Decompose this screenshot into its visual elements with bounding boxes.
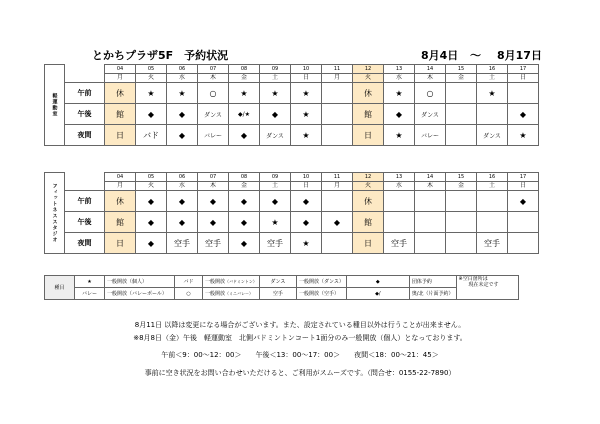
weekday-row (45, 182, 539, 191)
slot-row (45, 125, 539, 146)
schedule-cell: ★ (291, 83, 322, 104)
date-cell: 09 (260, 65, 291, 74)
schedule-cell: ◆ (508, 104, 539, 125)
weekday-cell: 金 (229, 182, 260, 191)
legend-symbol: ダンス (259, 276, 296, 288)
schedule-cell: ◆ (229, 191, 260, 212)
schedule-cell (322, 233, 353, 254)
schedule-cell: ★ (260, 83, 291, 104)
schedule-cell: ◆ (198, 212, 229, 233)
slot-row (45, 212, 539, 233)
schedule-cell (384, 191, 415, 212)
date-cell: 12 (353, 173, 384, 182)
date-cell: 17 (508, 173, 539, 182)
schedule-cell: ★ (229, 83, 260, 104)
date-cell: 08 (229, 173, 260, 182)
schedule-cell: ◆ (167, 191, 198, 212)
schedule-cell (446, 83, 477, 104)
schedule-cell: ダンス (415, 104, 446, 125)
date-tilde: ～ (470, 49, 481, 62)
schedule-cell: 空手 (260, 233, 291, 254)
weekday-cell: 木 (198, 74, 229, 83)
schedule-cell (446, 233, 477, 254)
slot-row (45, 83, 539, 104)
date-cell: 10 (291, 65, 322, 74)
schedule-cell: 空手 (167, 233, 198, 254)
weekday-cell: 日 (508, 74, 539, 83)
date-end: 8月17日 (497, 49, 542, 62)
schedule-table-light-gym (44, 64, 539, 146)
schedule-cell: ★ (508, 125, 539, 146)
date-cell: 05 (136, 65, 167, 74)
legend-symbol: ◆/ (346, 288, 409, 300)
weekday-cell: 火 (353, 182, 384, 191)
date-cell: 13 (384, 65, 415, 74)
legend-desc: 団体予約 (409, 276, 456, 288)
schedule-cell: 日 (353, 125, 384, 146)
schedule-cell (508, 212, 539, 233)
weekday-cell: 月 (322, 182, 353, 191)
page-title: とかちプラザ5F 予約状況 (92, 49, 229, 62)
schedule-cell: ★ (291, 104, 322, 125)
slot-row (45, 233, 539, 254)
legend-symbol: ○ (175, 288, 203, 300)
schedule-cell (322, 191, 353, 212)
legend-desc-main: 一般開放 (205, 291, 226, 297)
schedule-cell: ◆ (508, 191, 539, 212)
facility-name: フィットネススタジオ (45, 173, 65, 254)
date-cell: 14 (415, 173, 446, 182)
date-cell: 13 (384, 173, 415, 182)
date-row (45, 65, 539, 74)
legend-desc (203, 288, 260, 300)
schedule-cell: ★ (136, 83, 167, 104)
date-start: 8月4日 (421, 49, 459, 62)
date-cell: 11 (322, 65, 353, 74)
date-cell: 04 (105, 173, 136, 182)
weekday-cell: 金 (446, 74, 477, 83)
schedule-cell (415, 233, 446, 254)
schedule-cell (446, 104, 477, 125)
date-cell: 05 (136, 173, 167, 182)
weekday-cell: 月 (105, 182, 136, 191)
schedule-cell: バド (136, 125, 167, 146)
weekday-cell: 木 (415, 182, 446, 191)
weekday-cell: 水 (167, 182, 198, 191)
date-cell: 11 (322, 173, 353, 182)
weekday-cell: 日 (508, 182, 539, 191)
weekday-cell: 火 (136, 74, 167, 83)
date-cell: 06 (167, 65, 198, 74)
legend-desc-sub: （ミニバレー） (225, 291, 254, 296)
schedule-cell: ◆ (167, 104, 198, 125)
schedule-table-fitness-studio (44, 172, 539, 254)
schedule-cell: ◆ (322, 212, 353, 233)
schedule-cell: ◆ (136, 233, 167, 254)
date-cell: 10 (291, 173, 322, 182)
date-cell: 15 (446, 65, 477, 74)
date-cell: 15 (446, 173, 477, 182)
schedule-cell: ◆ (136, 191, 167, 212)
legend-desc: 奥/北（片面予約） (409, 288, 456, 300)
weekday-cell: 火 (353, 74, 384, 83)
schedule-cell: 館 (105, 212, 136, 233)
notice-line: 8月11日 以降は変更になる場合がございます。また、設定されている種目以外は行うことが出来ません。 (134, 321, 466, 329)
weekday-cell: 木 (415, 74, 446, 83)
slot-label: 夜間 (65, 125, 105, 146)
schedule-cell: 空手 (477, 233, 508, 254)
legend-symbol: 空手 (259, 288, 296, 300)
slot-label: 夜間 (65, 233, 105, 254)
weekday-cell: 水 (384, 182, 415, 191)
date-cell: 12 (353, 65, 384, 74)
schedule-cell: ◆ (136, 104, 167, 125)
weekday-row (45, 74, 539, 83)
weekday-cell: 水 (384, 74, 415, 83)
schedule-cell: ★ (384, 125, 415, 146)
legend-desc-main: 一般開放 (205, 279, 226, 285)
legend-symbol: バレー (75, 288, 105, 300)
legend-symbol: ◆ (346, 276, 409, 288)
date-cell: 17 (508, 65, 539, 74)
date-cell: 14 (415, 65, 446, 74)
schedule-cell: ★ (260, 212, 291, 233)
schedule-cell: ◆/★ (229, 104, 260, 125)
date-cell: 04 (105, 65, 136, 74)
weekday-cell: 水 (167, 74, 198, 83)
schedule-cell (446, 212, 477, 233)
schedule-cell (508, 233, 539, 254)
schedule-cell: ◆ (229, 233, 260, 254)
schedule-cell: ◆ (167, 125, 198, 146)
schedule-cell: ◆ (229, 125, 260, 146)
weekday-cell: 土 (260, 74, 291, 83)
schedule-cell (477, 104, 508, 125)
schedule-cell (446, 191, 477, 212)
weekday-cell: 土 (477, 182, 508, 191)
header-spacer (65, 173, 105, 191)
slot-label: 午前 (65, 191, 105, 212)
legend-desc: 一般開放（空手） (296, 288, 346, 300)
legend-desc: 一般開放（ダンス） (296, 276, 346, 288)
schedule-cell: ★ (384, 83, 415, 104)
schedule-cell: ◆ (291, 191, 322, 212)
schedule-cell: ダンス (198, 104, 229, 125)
schedule-cell (477, 212, 508, 233)
schedule-cell (415, 212, 446, 233)
date-cell: 09 (260, 173, 291, 182)
legend-note-line: ※空白箇所は (458, 276, 488, 282)
schedule-cell: 休 (105, 83, 136, 104)
schedule-cell: ◆ (260, 104, 291, 125)
schedule-cell: ダンス (260, 125, 291, 146)
schedule-cell (322, 125, 353, 146)
date-cell: 06 (167, 173, 198, 182)
schedule-cell: ★ (291, 233, 322, 254)
slot-row (45, 104, 539, 125)
weekday-cell: 金 (446, 182, 477, 191)
date-cell: 08 (229, 65, 260, 74)
contact-line: 事前に空き状況をお問い合わせいただけると、ご利用がスムーズです。（問合せ：0155-22-7890） (144, 369, 456, 377)
schedule-cell (322, 83, 353, 104)
legend-symbol: バド (175, 276, 203, 288)
legend-header: 種目 (45, 276, 75, 300)
weekday-cell: 土 (260, 182, 291, 191)
schedule-cell: 日 (105, 233, 136, 254)
schedule-cell: ○ (415, 83, 446, 104)
slot-label: 午後 (65, 104, 105, 125)
hours-line: 午前＜9：00～12：00＞ 午後＜13：00～17：00＞ 夜間＜18：00～21：45＞ (161, 351, 439, 359)
schedule-cell: ★ (477, 83, 508, 104)
schedule-cell: ◆ (260, 191, 291, 212)
weekday-cell: 日 (291, 182, 322, 191)
weekday-cell: 火 (136, 182, 167, 191)
legend-desc-sub: （バドミントン） (225, 279, 257, 284)
weekday-cell: 月 (322, 74, 353, 83)
schedule-cell: 休 (353, 191, 384, 212)
schedule-cell: ダンス (477, 125, 508, 146)
legend-desc: 一般開放（個人） (105, 276, 175, 288)
schedule-cell: 休 (105, 191, 136, 212)
slot-label: 午前 (65, 83, 105, 104)
schedule-cell (415, 191, 446, 212)
schedule-cell (322, 104, 353, 125)
schedule-cell: 日 (353, 233, 384, 254)
date-cell: 16 (477, 173, 508, 182)
schedule-cell: ◆ (291, 212, 322, 233)
schedule-cell: ★ (291, 125, 322, 146)
weekday-cell: 木 (198, 182, 229, 191)
slot-label: 午後 (65, 212, 105, 233)
notice-line: ※8月8日（金）午後 軽運動室 北側バドミントンコート1面分のみ一般開放（個人）となっております。 (133, 334, 467, 342)
schedule-cell: ◆ (229, 212, 260, 233)
schedule-cell: ◆ (167, 212, 198, 233)
schedule-cell: バレー (415, 125, 446, 146)
schedule-cell (384, 212, 415, 233)
schedule-cell: ○ (198, 83, 229, 104)
schedule-cell (446, 125, 477, 146)
schedule-cell: ★ (167, 83, 198, 104)
schedule-cell: 休 (353, 83, 384, 104)
date-cell: 16 (477, 65, 508, 74)
slot-row (45, 191, 539, 212)
weekday-cell: 土 (477, 74, 508, 83)
weekday-cell: 金 (229, 74, 260, 83)
legend-table (44, 275, 574, 300)
schedule-cell: 館 (105, 104, 136, 125)
legend-note (456, 276, 518, 300)
legend-desc (203, 276, 260, 288)
facility-name: 軽運動室 (45, 65, 65, 146)
schedule-cell: ◆ (198, 191, 229, 212)
weekday-cell: 月 (105, 74, 136, 83)
date-row (45, 173, 539, 182)
schedule-cell: 日 (105, 125, 136, 146)
schedule-cell: ◆ (136, 212, 167, 233)
legend-note-line: 現在未定です (468, 282, 499, 288)
legend-desc: 一般開放（バレーボール） (105, 288, 175, 300)
schedule-cell: ◆ (384, 104, 415, 125)
header-spacer (65, 65, 105, 83)
schedule-cell: バレー (198, 125, 229, 146)
weekday-cell: 日 (291, 74, 322, 83)
schedule-cell: 館 (353, 104, 384, 125)
legend-symbol: ★ (75, 276, 105, 288)
schedule-cell (508, 83, 539, 104)
schedule-cell (477, 191, 508, 212)
schedule-cell: 館 (353, 212, 384, 233)
date-cell: 07 (198, 65, 229, 74)
date-cell: 07 (198, 173, 229, 182)
schedule-cell: 空手 (384, 233, 415, 254)
schedule-cell: 空手 (198, 233, 229, 254)
